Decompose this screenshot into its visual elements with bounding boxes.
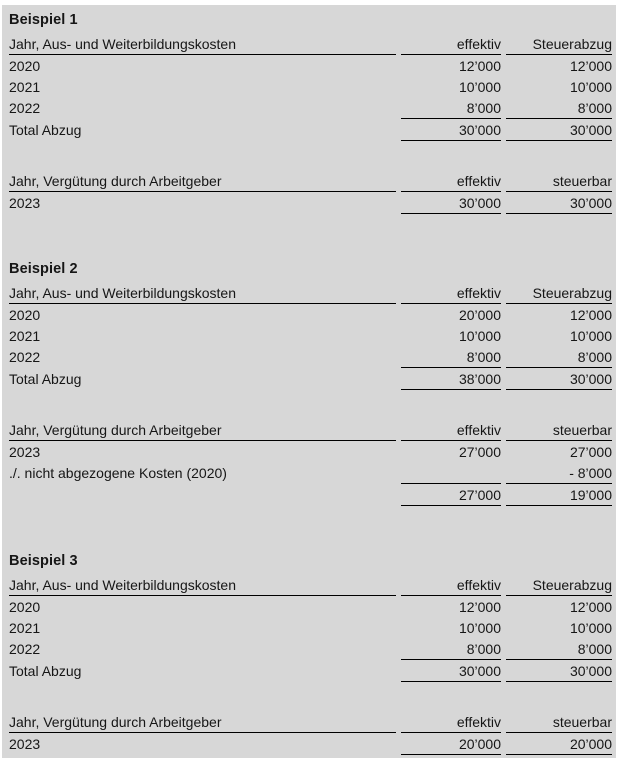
weiterbildungskosten-table bbox=[4, 574, 616, 682]
cell-steuer: 19’000 bbox=[506, 484, 612, 506]
example-section bbox=[9, 10, 612, 214]
cell-steuer: 12’000 bbox=[569, 306, 612, 323]
cell-effektiv: 30’000 bbox=[401, 192, 501, 214]
cell-steuer: 8’000 bbox=[506, 638, 612, 660]
cell-effektiv: 10’000 bbox=[458, 78, 501, 95]
row-label: 2022 bbox=[9, 100, 41, 116]
row-label: Total Abzug bbox=[9, 122, 82, 138]
column-header-col1: effektiv bbox=[401, 170, 501, 192]
table-row bbox=[9, 660, 612, 682]
column-header-label: Jahr, Vergütung durch Arbeitgeber bbox=[9, 170, 396, 192]
cell-effektiv: 20’000 bbox=[458, 306, 501, 323]
row-label: ./. nicht abgezogene Kosten (2020) bbox=[9, 465, 227, 481]
cell-effektiv: 27’000 bbox=[401, 484, 501, 506]
table-row bbox=[9, 76, 612, 97]
example-section bbox=[9, 259, 612, 506]
cell-effektiv: 20’000 bbox=[401, 733, 501, 755]
column-header-col1: effektiv bbox=[401, 574, 501, 596]
column-header-row bbox=[9, 574, 612, 596]
cell-steuer: 8’000 bbox=[506, 346, 612, 368]
cell-effektiv: 27’000 bbox=[458, 443, 501, 460]
table-row bbox=[9, 462, 612, 484]
cell-steuer: 12’000 bbox=[569, 598, 612, 615]
cell-steuer: 27’000 bbox=[569, 443, 612, 460]
column-header-label: Jahr, Vergütung durch Arbeitgeber bbox=[9, 419, 396, 441]
row-label: 2020 bbox=[9, 598, 41, 615]
weiterbildungskosten-table bbox=[4, 33, 616, 141]
table-row bbox=[9, 596, 612, 617]
table-row bbox=[9, 325, 612, 346]
cell-effektiv: 10’000 bbox=[458, 619, 501, 636]
column-header-col2: steuerbar bbox=[506, 419, 612, 441]
row-label: 2021 bbox=[9, 619, 41, 636]
column-header-col2: steuerbar bbox=[506, 711, 612, 733]
column-header-col2: Steuerabzug bbox=[506, 574, 612, 596]
weiterbildungskosten-table bbox=[4, 282, 616, 390]
cell-effektiv: 8’000 bbox=[401, 638, 501, 660]
cell-steuer: 30’000 bbox=[506, 119, 612, 141]
row-label: Total Abzug bbox=[9, 371, 82, 387]
column-header-row bbox=[9, 711, 612, 733]
column-header-col2: Steuerabzug bbox=[506, 282, 612, 304]
table-row bbox=[9, 441, 612, 462]
column-header-label: Jahr, Aus- und Weiterbildungskosten bbox=[9, 282, 396, 304]
row-label: 2023 bbox=[9, 736, 41, 752]
cell-effektiv: 30’000 bbox=[401, 660, 501, 682]
table-row bbox=[9, 55, 612, 76]
cell-effektiv bbox=[401, 462, 501, 484]
cell-steuer: 10’000 bbox=[569, 619, 612, 636]
row-label: 2022 bbox=[9, 641, 41, 657]
verguetung-arbeitgeber-table bbox=[4, 711, 616, 755]
table-row bbox=[9, 304, 612, 325]
row-label: 2021 bbox=[9, 327, 41, 344]
table-row bbox=[9, 638, 612, 660]
row-label: 2023 bbox=[9, 195, 41, 211]
cell-steuer: 10’000 bbox=[569, 78, 612, 95]
cell-effektiv: 12’000 bbox=[458, 57, 501, 74]
column-header-row bbox=[9, 33, 612, 55]
table-row bbox=[9, 192, 612, 214]
cell-steuer: 30’000 bbox=[506, 192, 612, 214]
cell-steuer: 20’000 bbox=[506, 733, 612, 755]
column-header-label: Jahr, Vergütung durch Arbeitgeber bbox=[9, 711, 396, 733]
verguetung-arbeitgeber-table bbox=[4, 419, 616, 506]
cell-effektiv: 8’000 bbox=[401, 97, 501, 119]
cell-effektiv: 12’000 bbox=[458, 598, 501, 615]
table-row bbox=[9, 346, 612, 368]
cell-steuer: 12’000 bbox=[569, 57, 612, 74]
example-title: Beispiel 3 bbox=[9, 553, 78, 569]
table-row bbox=[9, 484, 612, 506]
column-header-label: Jahr, Aus- und Weiterbildungskosten bbox=[9, 33, 396, 55]
table-row bbox=[9, 617, 612, 638]
cell-steuer: - 8’000 bbox=[506, 462, 612, 484]
column-header-col1: effektiv bbox=[401, 33, 501, 55]
tax-document-sheet bbox=[2, 5, 616, 758]
cell-effektiv: 8’000 bbox=[401, 346, 501, 368]
cell-steuer: 30’000 bbox=[506, 368, 612, 390]
table-row bbox=[9, 97, 612, 119]
cell-steuer: 30’000 bbox=[506, 660, 612, 682]
cell-effektiv: 30’000 bbox=[401, 119, 501, 141]
row-label: 2022 bbox=[9, 349, 41, 365]
row-label bbox=[9, 484, 396, 506]
column-header-col1: effektiv bbox=[401, 711, 501, 733]
cell-effektiv: 10’000 bbox=[458, 327, 501, 344]
cell-effektiv: 38’000 bbox=[401, 368, 501, 390]
column-header-col2: steuerbar bbox=[506, 170, 612, 192]
example-title: Beispiel 2 bbox=[9, 261, 78, 277]
column-header-col1: effektiv bbox=[401, 282, 501, 304]
table-row bbox=[9, 733, 612, 755]
cell-steuer: 8’000 bbox=[506, 97, 612, 119]
column-header-row bbox=[9, 170, 612, 192]
verguetung-arbeitgeber-table bbox=[4, 170, 616, 214]
column-header-label: Jahr, Aus- und Weiterbildungskosten bbox=[9, 574, 396, 596]
row-label: 2021 bbox=[9, 78, 41, 95]
row-label: Total Abzug bbox=[9, 663, 82, 679]
column-header-row bbox=[9, 282, 612, 304]
row-label: 2023 bbox=[9, 443, 41, 460]
cell-steuer: 10’000 bbox=[569, 327, 612, 344]
row-label: 2020 bbox=[9, 306, 41, 323]
example-title: Beispiel 1 bbox=[9, 12, 78, 28]
table-row bbox=[9, 119, 612, 141]
column-header-row bbox=[9, 419, 612, 441]
column-header-col2: Steuerabzug bbox=[506, 33, 612, 55]
example-section bbox=[9, 551, 612, 755]
column-header-col1: effektiv bbox=[401, 419, 501, 441]
row-label: 2020 bbox=[9, 57, 41, 74]
table-row bbox=[9, 368, 612, 390]
